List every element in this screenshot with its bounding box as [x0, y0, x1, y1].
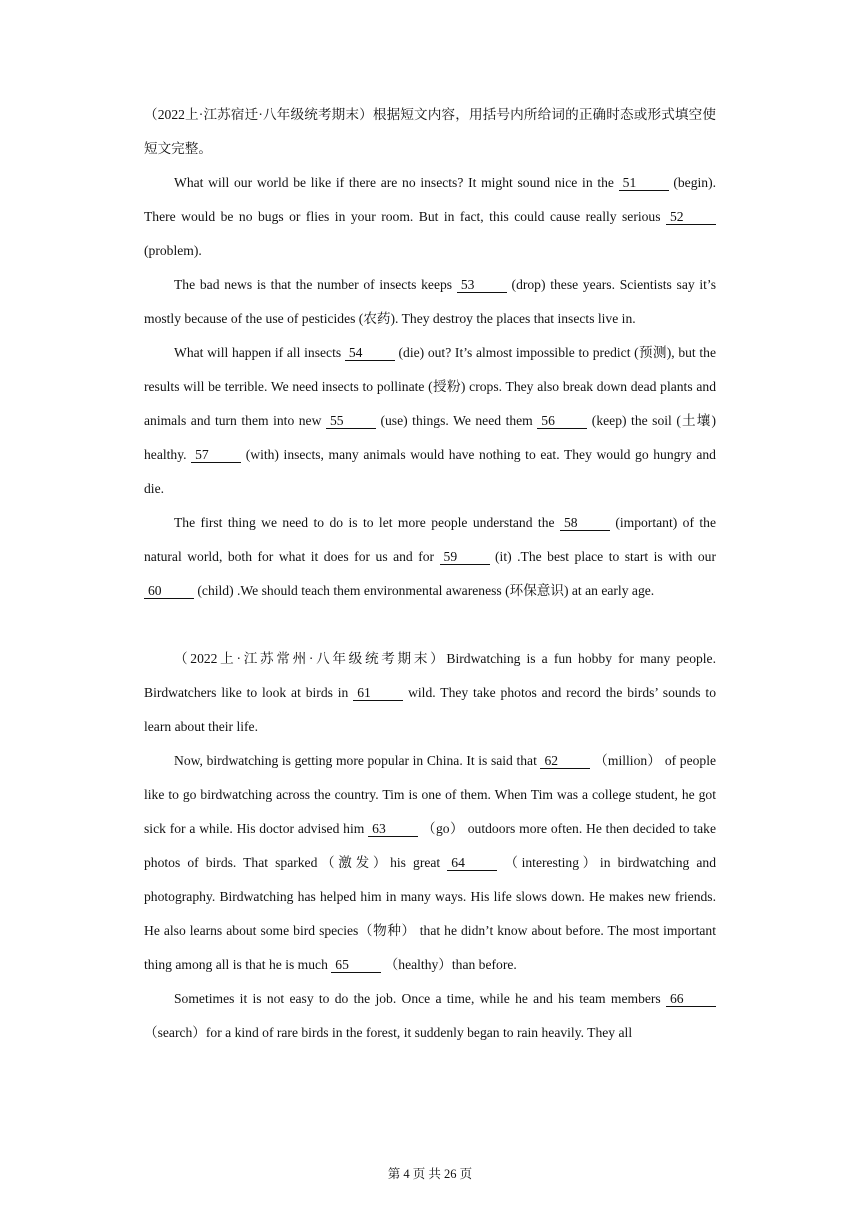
paragraph-text: wild. They take photos and record the birds’ sounds to learn about their life. — [144, 685, 716, 734]
answer-blank: 55 — [326, 414, 376, 429]
passage2-body — [144, 642, 716, 1050]
passage1-header: （2022上·江苏宿迁·八年级统考期末）根据短文内容，用括号内所给词的正确时态或形式填空使短文完整。 — [144, 107, 716, 156]
answer-blank: 62 — [540, 754, 590, 769]
answer-blank: 56 — [537, 414, 587, 429]
paragraph — [144, 166, 716, 268]
paragraph-text: Sometimes it is not easy to do the job. Once a time, while he and his team members — [174, 991, 666, 1006]
answer-blank: 51 — [619, 176, 669, 191]
paragraph-text: (child) .We should teach them environmental awareness (环保意识) at an early age. — [194, 583, 655, 598]
paragraph-text: （go） outdoors more often. He then decided to take photos of birds. That sparked（激发）his great — [144, 821, 716, 870]
paragraph — [144, 506, 716, 608]
answer-blank: 63 — [368, 822, 418, 837]
page-footer: 第 4 页 共 26 页 — [387, 1167, 473, 1181]
paragraph-text: (die) out? It’s almost impossible to predict (预测), but the results will be terrible. We need insects to pollinate (授粉) crops. They also break down dead plants and animals and turn them into new — [144, 345, 716, 428]
paragraph-text: What will our world be like if there are no insects? It might sound nice in the — [174, 175, 619, 190]
answer-blank: 54 — [345, 346, 395, 361]
paragraph — [144, 336, 716, 506]
paragraph-text: （million） of people like to go birdwatching across the country. Tim is one of them. When Tim was a college student, he got sick for a while. His doctor advised him — [144, 753, 717, 836]
answer-blank: 61 — [353, 686, 403, 701]
paragraph — [144, 744, 716, 982]
passage1-body — [144, 166, 716, 608]
paragraph — [144, 642, 716, 744]
paragraph-text: (problem). — [144, 243, 202, 258]
answer-blank: 53 — [457, 278, 507, 293]
answer-blank: 52 — [666, 210, 716, 225]
passage-gap — [144, 608, 716, 642]
paragraph-text: (with) insects, many animals would have nothing to eat. They would go hungry and die. — [144, 447, 716, 496]
answer-blank: 57 — [191, 448, 241, 463]
paragraph-text: (drop) these years. Scientists say it’s mostly because of the use of pesticides (农药). They destroy the places that insects live in. — [144, 277, 716, 326]
page-content — [144, 98, 716, 1050]
answer-blank: 65 — [331, 958, 381, 973]
answer-blank: 59 — [440, 550, 490, 565]
answer-blank: 58 — [560, 516, 610, 531]
paragraph-text: The bad news is that the number of insects keeps — [174, 277, 457, 292]
answer-blank: 64 — [447, 856, 497, 871]
paragraph-text: (it) .The best place to start is with our — [489, 549, 716, 564]
answer-blank: 60 — [144, 584, 194, 599]
paragraph-text: （healthy）than before. — [381, 957, 517, 972]
paragraph — [144, 268, 716, 336]
paragraph-text: （interesting）in birdwatching and photography. Birdwatching has helped him in many ways. His life slows down. He makes new friends. He also learns about some bird species（物种） that he didn’t know about before. The most important thing among all is that he is much — [144, 855, 716, 972]
paragraph-text: （2022上·江苏常州·八年级统考期末）Birdwatching is a fun hobby for many people. Birdwatchers like to look at birds in — [144, 651, 716, 700]
paragraph-text: (begin). There would be no bugs or flies in your room. But in fact, this could cause really serious — [144, 175, 716, 224]
paragraph-text: （search）for a kind of rare birds in the forest, it suddenly began to rain heavily. They all — [144, 1025, 633, 1040]
paragraph-text: (important) of the natural world, both for what it does for us and for — [144, 515, 716, 564]
answer-blank: 66 — [666, 992, 716, 1007]
paragraph-text: What will happen if all insects — [174, 345, 345, 360]
paragraph — [144, 982, 716, 1050]
paragraph-text: (keep) the soil (土壤) healthy. — [144, 413, 716, 462]
paragraph-text: (use) things. We need them — [375, 413, 538, 428]
paragraph-text: Now, birdwatching is getting more popular in China. It is said that — [174, 753, 541, 768]
paragraph-text: The first thing we need to do is to let more people understand the — [174, 515, 560, 530]
